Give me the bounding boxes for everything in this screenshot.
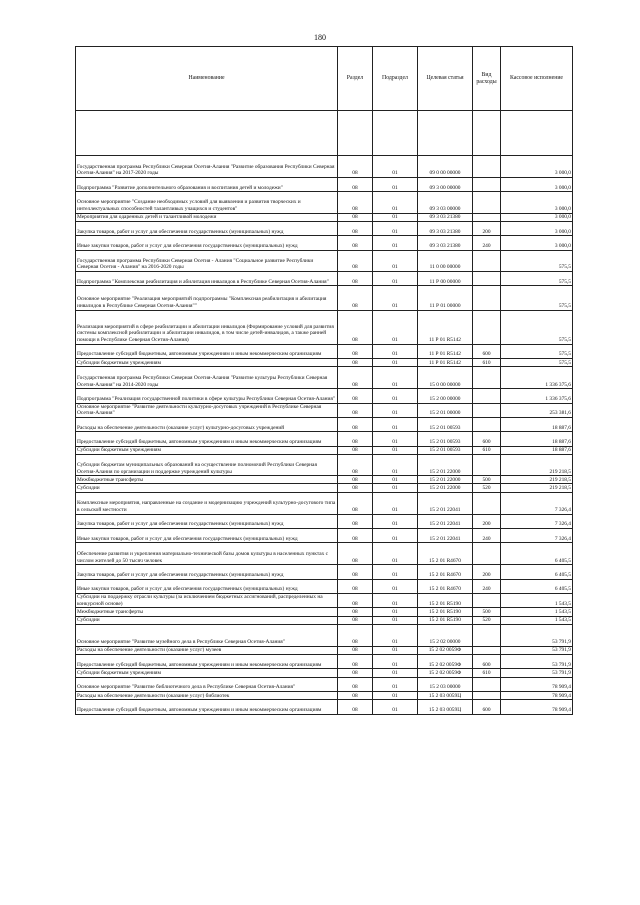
row-razdel: 08 [338,700,373,714]
row-name: Основное мероприятие "Развитие деятельности культурно-досуговых учреждений в Республике Северная Осетия-Алания" [76,403,338,417]
row-razdel: 08 [338,646,373,654]
row-razdel: 08 [338,624,373,646]
table-row [76,579,573,593]
row-amount: 3 000,0 [501,156,573,178]
row-amount: 18 887,6 [501,432,573,446]
row-podrazdel: 01 [373,492,418,514]
row-podrazdel: 01 [373,565,418,579]
row-razdel: 08 [338,616,373,624]
row-podrazdel: 01 [373,476,418,484]
row-name: Закупка товаров, работ и услуг для обеспечения государственных (муниципальных) нужд [76,565,338,579]
row-statya: 11 Р 01 00000 [418,286,473,311]
row-name: Закупка товаров, работ и услуг для обеспечения государственных (муниципальных) нужд [76,221,338,235]
row-razdel: 08 [338,403,373,417]
row-amount: 7 326,4 [501,528,573,542]
row-amount: 575,5 [501,271,573,285]
table-row [76,528,573,542]
row-podrazdel: 01 [373,344,418,358]
row-razdel: 08 [338,221,373,235]
row-vid: 610 [473,669,501,677]
row-name: Субсидии на поддержку отрасли культуры (за исключением бюджетных ассигнований, распределенных на конкурсной основе) [76,594,338,608]
row-razdel: 08 [338,446,373,454]
row-amount: 3 000,0 [501,192,573,213]
row-amount: 6 405,5 [501,565,573,579]
row-statya: 15 2 01 R4670 [418,543,473,565]
table-row [76,446,573,454]
row-amount: 18 887,6 [501,417,573,431]
row-statya: 11 0 00 00000 [418,250,473,271]
row-name: Субсидии бюджетным учреждениям [76,446,338,454]
row-name: Расходы на обеспечение деятельности (оказание услуг) культурно-досуговых учреждений [76,417,338,431]
row-vid: 200 [473,221,501,235]
row-statya: 15 2 01 00593 [418,446,473,454]
row-statya: 15 0 00 00000 [418,367,473,389]
row-razdel: 08 [338,514,373,528]
row-razdel: 08 [338,156,373,178]
row-amount: 53 791,9 [501,655,573,669]
row-podrazdel: 01 [373,250,418,271]
row-amount: 18 887,6 [501,446,573,454]
table-row [76,367,573,389]
row-statya: 15 2 01 R5190 [418,608,473,616]
row-amount: 1 336 375,6 [501,389,573,403]
table-row [76,514,573,528]
row-vid [473,492,501,514]
row-razdel: 08 [338,236,373,250]
table-row [76,616,573,624]
row-podrazdel: 01 [373,156,418,178]
row-statya: 15 2 02 0059Ф [418,669,473,677]
row-name: Мероприятия для одаренных детей и талантливой молодежи [76,213,338,221]
row-vid: 600 [473,432,501,446]
row-podrazdel: 01 [373,594,418,608]
row-vid [473,156,501,178]
row-name: Предоставление субсидий бюджетным, автономным учреждениям и иным некоммерческим организациям [76,700,338,714]
row-podrazdel: 01 [373,359,418,367]
row-podrazdel: 01 [373,271,418,285]
budget-table [75,46,573,715]
row-podrazdel: 01 [373,403,418,417]
row-amount: 1 543,5 [501,616,573,624]
row-podrazdel: 01 [373,514,418,528]
row-statya: 15 2 01 22000 [418,484,473,492]
row-name: Предоставление субсидий бюджетным, автономным учреждениям и иным некоммерческим организациям [76,344,338,358]
row-amount: 53 791,9 [501,624,573,646]
row-razdel: 08 [338,484,373,492]
row-statya: 09 3 00 00000 [418,178,473,192]
row-podrazdel: 01 [373,528,418,542]
table-row [76,454,573,475]
row-podrazdel: 01 [373,432,418,446]
row-vid: 500 [473,476,501,484]
table-row [76,700,573,714]
row-podrazdel: 01 [373,543,418,565]
row-razdel: 08 [338,417,373,431]
row-razdel: 08 [338,476,373,484]
row-name: Закупка товаров, работ и услуг для обеспечения государственных (муниципальных) нужд [76,514,338,528]
row-name: Расходы на обеспечение деятельности (оказание услуг) музеев [76,646,338,654]
row-razdel: 08 [338,310,373,344]
row-podrazdel: 01 [373,677,418,691]
column-header-statya: Целевая статья [418,47,473,111]
row-statya: 15 2 01 00593 [418,432,473,446]
row-razdel: 08 [338,677,373,691]
row-razdel: 08 [338,454,373,475]
row-razdel: 08 [338,594,373,608]
row-vid: 240 [473,579,501,593]
row-vid [473,286,501,311]
row-name: Государственная программа Республики Северная Осетия-Алания "Развитие образования Республики Северная Осетия-Алания" на 2017-2020 годы [76,156,338,178]
row-statya: 09 3 03 21380 [418,236,473,250]
row-podrazdel: 01 [373,669,418,677]
row-name: Государственная программа Республики Северная Осетия-Алания "Развитие культуры Республики Северная Осетия-Алания" на 2014-2020 годы [76,367,338,389]
row-vid: 520 [473,616,501,624]
row-razdel: 08 [338,271,373,285]
row-statya: 15 2 03 0059Ц [418,692,473,700]
row-statya: 15 2 01 22041 [418,492,473,514]
table-row [76,344,573,358]
row-name: Иные закупки товаров, работ и услуг для обеспечения государственных (муниципальных) нужд [76,579,338,593]
row-statya: 15 2 01 R5190 [418,616,473,624]
row-razdel: 08 [338,492,373,514]
table-row [76,655,573,669]
row-statya: 15 2 00 00000 [418,389,473,403]
column-header-name: Наименование [76,47,338,111]
table-row [76,669,573,677]
row-statya: 15 2 01 00000 [418,403,473,417]
row-statya: 15 2 01 22000 [418,454,473,475]
row-podrazdel: 01 [373,454,418,475]
column-header-razdel: Раздел [338,47,373,111]
table-row [76,677,573,691]
row-razdel: 08 [338,608,373,616]
table-row [76,250,573,271]
row-statya: 15 2 03 00000 [418,677,473,691]
row-statya: 11 Р 01 R5142 [418,359,473,367]
row-amount: 7 326,4 [501,514,573,528]
row-vid: 610 [473,446,501,454]
row-razdel: 08 [338,543,373,565]
row-vid [473,677,501,691]
row-podrazdel: 01 [373,310,418,344]
row-statya: 15 2 02 00000 [418,624,473,646]
table-row [76,236,573,250]
row-statya: 11 Р 00 00000 [418,271,473,285]
row-amount: 6 405,5 [501,579,573,593]
row-amount: 3 000,0 [501,178,573,192]
row-amount: 575,5 [501,359,573,367]
table-row [76,156,573,178]
row-name: Иные закупки товаров, работ и услуг для обеспечения государственных (муниципальных) нужд [76,236,338,250]
row-razdel: 08 [338,655,373,669]
table-row [76,359,573,367]
table-row [76,608,573,616]
row-podrazdel: 01 [373,692,418,700]
row-amount: 1 543,5 [501,608,573,616]
row-razdel: 08 [338,286,373,311]
row-podrazdel: 01 [373,646,418,654]
row-vid [473,594,501,608]
row-razdel: 08 [338,192,373,213]
row-amount: 3 000,0 [501,213,573,221]
row-statya: 15 2 02 0059Ф [418,646,473,654]
table-row [76,484,573,492]
row-name: Предоставление субсидий бюджетным, автономным учреждениям и иным некоммерческим организациям [76,655,338,669]
row-amount: 1 543,5 [501,594,573,608]
row-vid: 600 [473,344,501,358]
row-amount: 53 791,9 [501,669,573,677]
table-row [76,624,573,646]
row-statya: 09 3 03 21380 [418,213,473,221]
row-razdel: 08 [338,250,373,271]
row-statya: 15 2 01 22000 [418,476,473,484]
row-vid: 240 [473,236,501,250]
row-statya: 15 2 01 00593 [418,417,473,431]
row-vid: 600 [473,655,501,669]
row-razdel: 08 [338,359,373,367]
row-name: Субсидии бюджетным учреждениям [76,669,338,677]
row-amount: 575,5 [501,250,573,271]
row-name: Субсидии бюджетам муниципальных образований на осуществление полномочий Республики Северная Осетия-Алания по организации и поддержке учреждений культуры [76,454,338,475]
table-row [76,476,573,484]
table-row [76,403,573,417]
table-row [76,178,573,192]
row-amount: 53 791,9 [501,646,573,654]
row-amount: 575,5 [501,344,573,358]
row-razdel: 08 [338,213,373,221]
row-podrazdel: 01 [373,213,418,221]
row-podrazdel: 01 [373,608,418,616]
row-podrazdel: 01 [373,624,418,646]
row-statya: 11 Р 01 R5142 [418,310,473,344]
row-amount: 219 218,5 [501,484,573,492]
row-name: Реализация мероприятий в сфере реабилитации и абилитации инвалидов (Формирование условий для развития системы комплексной реабилитации и абилитации инвалидов, в том числе детей-инвалидов, а также ранней помощи в Республике Северная Осетия-Алания) [76,310,338,344]
table-row [76,192,573,213]
table-row [76,432,573,446]
row-statya: 15 2 02 0059Ф [418,655,473,669]
row-razdel: 08 [338,344,373,358]
row-name: Комплексные мероприятия, направленные на создание и модернизацию учреждений культурно-досугового типа в сельской местности [76,492,338,514]
row-amount: 219 218,5 [501,454,573,475]
table-row [76,221,573,235]
table-row [76,310,573,344]
row-vid [473,403,501,417]
row-podrazdel: 01 [373,367,418,389]
row-amount: 6 405,5 [501,543,573,565]
row-podrazdel: 01 [373,221,418,235]
row-podrazdel: 01 [373,417,418,431]
row-name: Иные закупки товаров, работ и услуг для обеспечения государственных (муниципальных) нужд [76,528,338,542]
table-body [76,156,573,715]
row-razdel: 08 [338,432,373,446]
row-name: Предоставление субсидий бюджетным, автономным учреждениям и иным некоммерческим организациям [76,432,338,446]
row-statya: 15 2 01 22041 [418,514,473,528]
table-row [76,271,573,285]
row-statya: 15 2 01 R4670 [418,579,473,593]
table-row [76,594,573,608]
row-vid [473,271,501,285]
row-name: Межбюджетные трансферты [76,476,338,484]
row-name: Субсидии [76,616,338,624]
row-podrazdel: 01 [373,579,418,593]
row-razdel: 08 [338,692,373,700]
row-vid [473,310,501,344]
table-row [76,389,573,403]
row-razdel: 08 [338,579,373,593]
row-vid [473,624,501,646]
row-vid [473,692,501,700]
row-vid [473,367,501,389]
row-statya: 09 3 03 21380 [418,221,473,235]
row-podrazdel: 01 [373,178,418,192]
row-podrazdel: 01 [373,446,418,454]
row-vid [473,646,501,654]
row-statya: 09 3 03 00000 [418,192,473,213]
table-row [76,565,573,579]
column-header-amount: Кассовое исполнение [501,47,573,111]
row-podrazdel: 01 [373,700,418,714]
table-row [76,646,573,654]
row-amount: 1 336 375,6 [501,367,573,389]
row-amount: 575,5 [501,310,573,344]
row-statya: 15 2 01 22041 [418,528,473,542]
row-razdel: 08 [338,528,373,542]
row-name: Субсидии бюджетным учреждениям [76,359,338,367]
row-vid [473,213,501,221]
row-name: Обеспечение развития и укрепления материально-технической базы домов культуры в населенных пунктах с числом жителей до 50 тысяч человек [76,543,338,565]
row-vid [473,250,501,271]
row-podrazdel: 01 [373,484,418,492]
row-vid [473,454,501,475]
column-header-podrazdel: Подраздел [373,47,418,111]
row-vid [473,543,501,565]
row-amount: 78 909,4 [501,692,573,700]
table-row [76,692,573,700]
row-vid: 200 [473,565,501,579]
row-vid [473,178,501,192]
row-razdel: 08 [338,178,373,192]
column-header-vid: Вид расходы [473,47,501,111]
row-vid [473,417,501,431]
row-name: Подпрограмма "Развитие дополнительного образования и воспитания детей и молодежи" [76,178,338,192]
page-number: 180 [314,33,326,42]
row-name: Межбюджетные трансферты [76,608,338,616]
row-podrazdel: 01 [373,389,418,403]
row-statya: 15 2 01 R4670 [418,565,473,579]
row-podrazdel: 01 [373,286,418,311]
row-name: Государственная программа Республики Северная Осетия - Алания "Социальное развитие Республики Северная Осетия - Алания" на 2016-2020 годы [76,250,338,271]
row-statya: 11 Р 01 R5142 [418,344,473,358]
row-name: Основное мероприятие "Развитие библиотечного дела в Республике Северная Осетия-Алания" [76,677,338,691]
table-row [76,417,573,431]
row-name: Подпрограмма "Реализация государственной политики в сфере культуры Республики Северная Осетия-Алания" [76,389,338,403]
row-name: Основное мероприятие "Реализация мероприятий подпрограммы "Комплексная реабилитация и абилитация инвалидов в Республике Северная Осетия-Алания"" [76,286,338,311]
row-amount: 78 909,4 [501,677,573,691]
row-razdel: 08 [338,367,373,389]
table-row [76,213,573,221]
table-header [76,47,573,111]
row-name: Субсидии [76,484,338,492]
row-vid: 200 [473,514,501,528]
row-amount: 7 326,4 [501,492,573,514]
row-razdel: 08 [338,389,373,403]
row-amount: 219 218,5 [501,476,573,484]
row-vid [473,389,501,403]
row-vid: 520 [473,484,501,492]
row-name: Основное мероприятие "Развитие музейного дела в Республике Северная Осетия-Алания" [76,624,338,646]
row-vid: 610 [473,359,501,367]
row-razdel: 08 [338,565,373,579]
row-vid: 240 [473,528,501,542]
row-statya: 15 2 03 0059Ц [418,700,473,714]
row-name: Основное мероприятие "Создание необходимых условий для выявления и развития творческих и интеллектуальных способностей талантливых учащихся и студентов" [76,192,338,213]
row-amount: 3 000,0 [501,221,573,235]
table-row [76,492,573,514]
row-podrazdel: 01 [373,616,418,624]
table-row [76,543,573,565]
row-amount: 78 909,4 [501,700,573,714]
row-amount: 3 000,0 [501,236,573,250]
row-vid: 500 [473,608,501,616]
row-podrazdel: 01 [373,236,418,250]
row-name: Расходы на обеспечение деятельности (оказание услуг) библиотек [76,692,338,700]
row-vid [473,192,501,213]
row-statya: 15 2 01 R5190 [418,594,473,608]
row-amount: 575,5 [501,286,573,311]
row-name: Подпрограмма "Комплексная реабилитация и абилитация инвалидов в Республике Северная Осетия-Алания" [76,271,338,285]
table-row [76,286,573,311]
row-vid: 600 [473,700,501,714]
row-razdel: 08 [338,669,373,677]
row-podrazdel: 01 [373,655,418,669]
header-spacer [76,111,573,156]
row-amount: 253 381,6 [501,403,573,417]
row-podrazdel: 01 [373,192,418,213]
row-statya: 09 0 00 00000 [418,156,473,178]
